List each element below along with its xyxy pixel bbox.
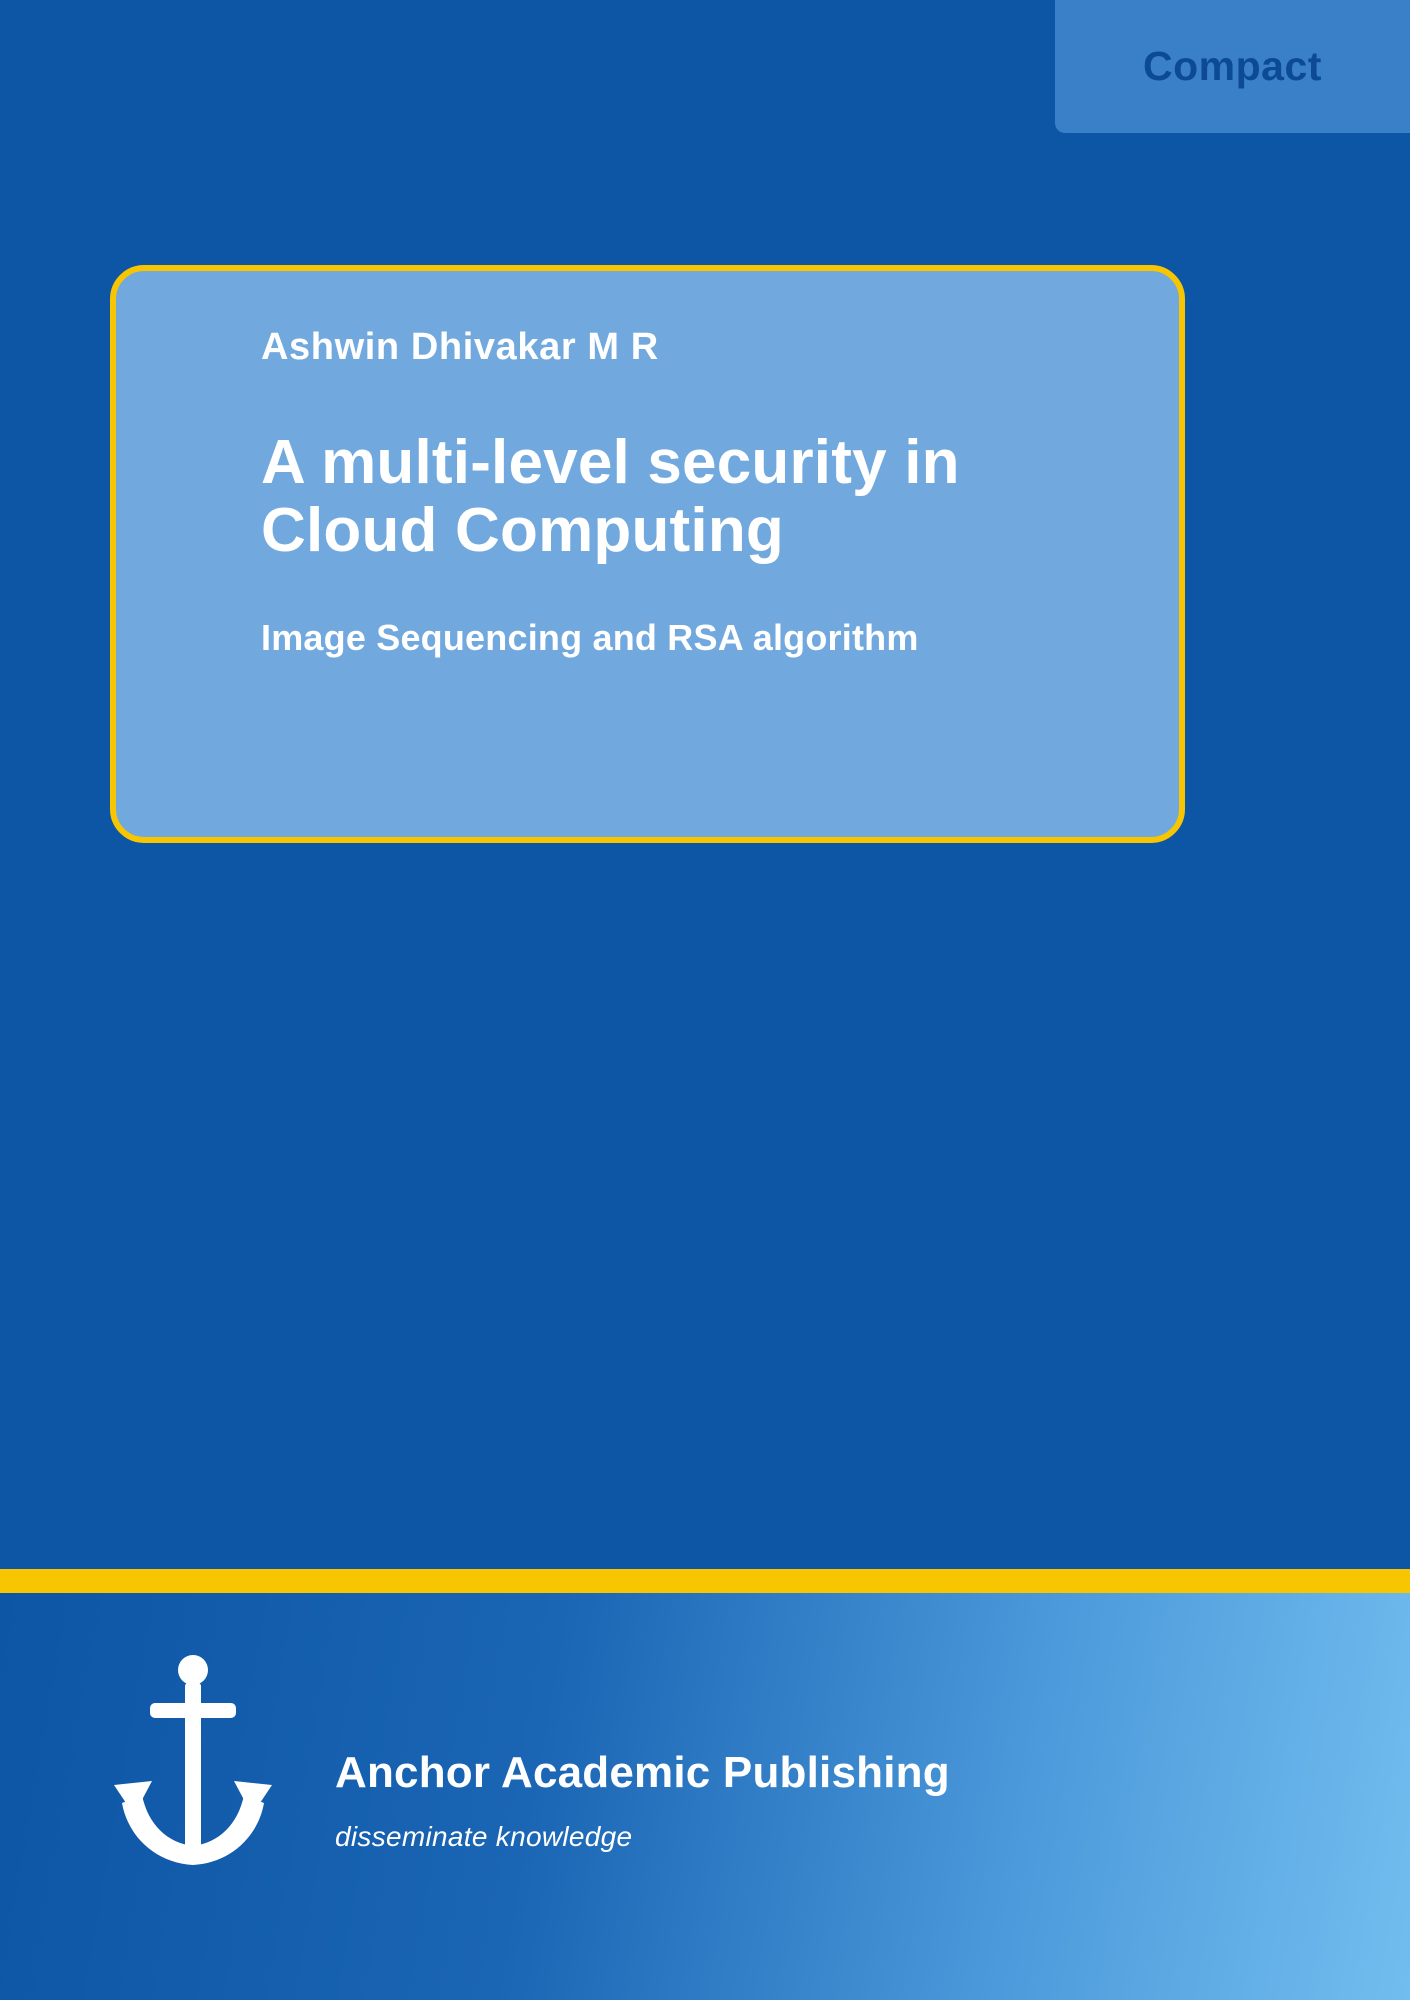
compact-badge-label: Compact <box>1143 43 1322 89</box>
yellow-divider <box>0 1569 1410 1593</box>
title-panel <box>110 265 1185 843</box>
author-name: Ashwin Dhivakar M R <box>261 326 659 368</box>
page-title: A multi-level security in Cloud Computing <box>261 428 960 566</box>
subtitle: Image Sequencing and RSA algorithm <box>261 617 919 659</box>
publisher-footer <box>0 1593 1410 2000</box>
compact-badge <box>1055 0 1410 133</box>
publisher-tagline: disseminate knowledge <box>335 1821 633 1852</box>
publisher-name: Anchor Academic Publishing <box>335 1748 950 1797</box>
anchor-icon <box>108 1653 278 1883</box>
